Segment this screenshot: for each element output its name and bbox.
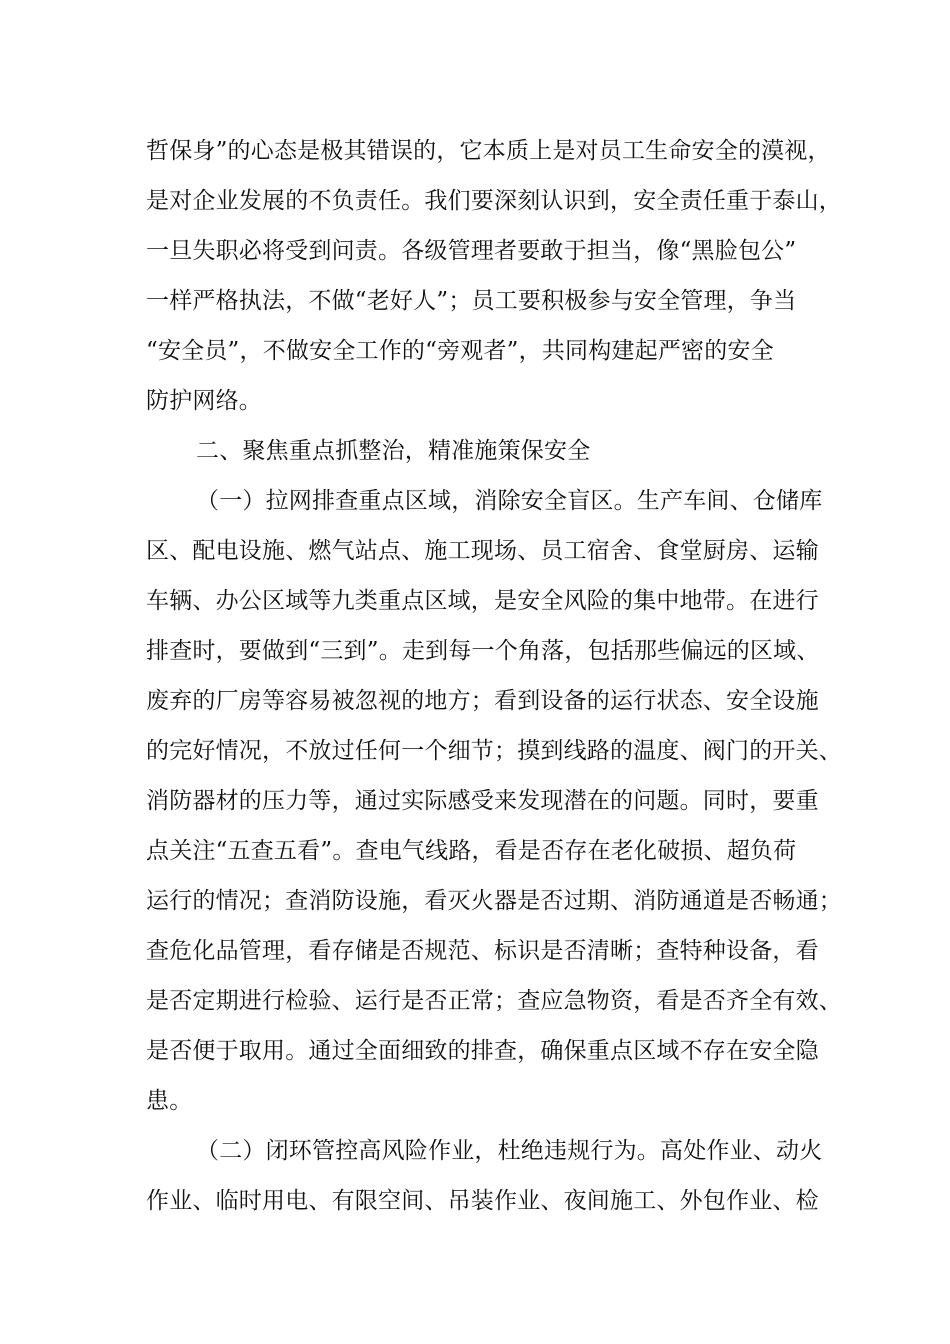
- text-line: 哲保身”的心态是极其错误的，它本质上是对员工生命安全的漠视，: [146, 138, 831, 164]
- paragraph-first-line: （二）闭环管控高风险作业，杜绝违规行为。高处作业、动火: [196, 1138, 823, 1164]
- text-line: 查危化品管理，看存储是否规范、标识是否清晰；查特种设备，看: [146, 938, 819, 964]
- section-heading: 二、聚焦重点抓整治，精准施策保安全: [196, 438, 591, 464]
- text-line: 废弃的厂房等容易被忽视的地方；看到设备的运行状态、安全设施: [146, 688, 819, 714]
- text-line: 点关注“五查五看”。查电气线路，看是否存在老化破损、超负荷: [146, 838, 797, 864]
- paragraph-first-line: （一）拉网排查重点区域，消除安全盲区。生产车间、仓储库: [196, 488, 823, 514]
- text-line: 是否定期进行检验、运行是否正常；查应急物资，看是否齐全有效、: [146, 988, 842, 1014]
- text-line: 车辆、办公区域等九类重点区域，是安全风险的集中地带。在进行: [146, 588, 819, 614]
- text-line: 排查时，要做到“三到”。走到每一个角落，包括那些偏远的区域、: [146, 638, 820, 664]
- text-line: 作业、临时用电、有限空间、吊装作业、夜间施工、外包作业、检: [146, 1188, 819, 1214]
- text-line: 一旦失职必将受到问责。各级管理者要敢于担当，像“黑脸包公”: [146, 238, 797, 264]
- text-line: 是否便于取用。通过全面细致的排查，确保重点区域不存在安全隐: [146, 1038, 819, 1064]
- text-line: 防护网络。: [146, 388, 262, 414]
- text-line: 是对企业发展的不负责任。我们要深刻认识到，安全责任重于泰山，: [146, 188, 842, 214]
- text-line: 一样严格执法，不做“老好人”；员工要积极参与安全管理，争当: [146, 288, 797, 314]
- text-line: “安全员”，不做安全工作的“旁观者”，共同构建起严密的安全: [146, 338, 774, 364]
- text-line: 运行的情况；查消防设施，看灭火器是否过期、消防通道是否畅通；: [146, 888, 842, 914]
- text-line: 患。: [146, 1088, 193, 1114]
- text-line: 的完好情况，不放过任何一个细节；摸到线路的温度、阀门的开关、: [146, 738, 842, 764]
- text-line: 区、配电设施、燃气站点、施工现场、员工宿舍、食堂厨房、运输: [146, 538, 819, 564]
- text-line: 消防器材的压力等，通过实际感受来发现潜在的问题。同时，要重: [146, 788, 819, 814]
